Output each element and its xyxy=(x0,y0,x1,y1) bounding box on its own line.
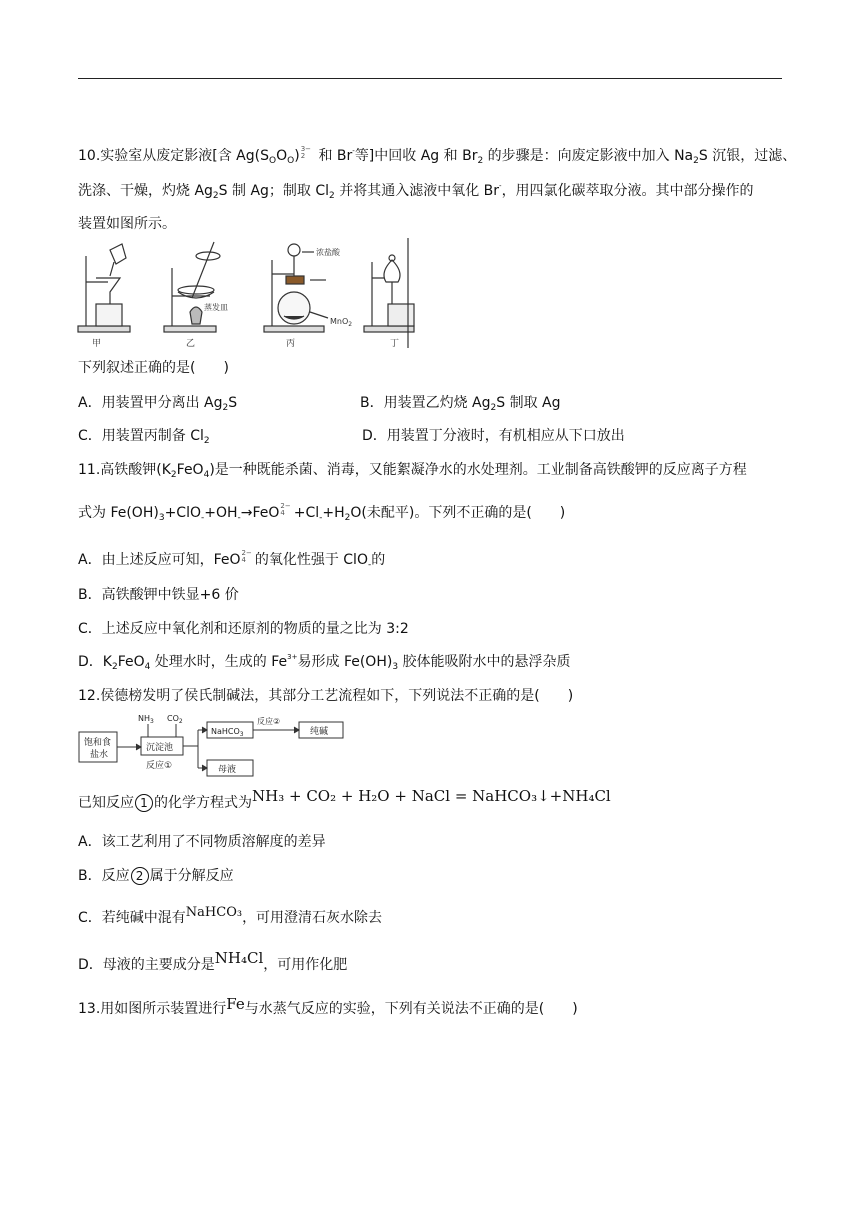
fig-label-ding: 丁 xyxy=(390,339,400,349)
q10-line-1: 10.实验室从废定影液[含 $Ag(S_OO_O)3-$ 2 和 Br-等]中回收 Ag 和 $Br_2$ 的步骤是：向废定影液中加入 $Na_2S$ 沉银，过滤、 xyxy=(78,145,797,166)
q10-frac: 3− 2 xyxy=(300,145,312,160)
q11-frac: 2− 4 xyxy=(280,502,291,517)
q10-option-a[interactable]: A．用装置甲分离出 $Ag_2S$ xyxy=(78,395,238,413)
q10-line-3: 装置如图所示。 xyxy=(78,216,176,232)
q10-option-c[interactable]: C．用装置丙制备 $Cl_2$ xyxy=(78,428,210,446)
q10-line-2: 洗涤、干燥，灼烧 $Ag_2S$ 制 Ag；制取 $Cl_2$ 并将其通入滤液中氧化 Br-，用四氯化碳萃取分液。其中部分操作的 xyxy=(78,182,754,201)
q12-option-b[interactable]: B．反应 2 属于分解反应 xyxy=(78,868,234,884)
svg-text:母液: 母液 xyxy=(218,765,237,775)
q10-option-d[interactable]: D．用装置丁分液时，有机相应从下口放出 xyxy=(362,428,625,444)
q10-stem: 下列叙述正确的是( ) xyxy=(78,360,229,376)
q10-option-b[interactable]: B．用装置乙灼烧 $Ag_2S$ 制取 Ag xyxy=(360,395,561,413)
fig-label-yi: 乙 xyxy=(186,339,196,349)
svg-text:沉淀池: 沉淀池 xyxy=(146,743,174,753)
apparatus-jia xyxy=(78,244,130,332)
svg-text:反应①: 反应① xyxy=(146,761,173,771)
q11-line-2: 式为 $Fe(OH)_3+ClO_-+OH_-\to FeO2-$ $4 +Cl_-+H_2O$(未配平)。下列不正确的是( ) xyxy=(78,502,566,523)
apparatus-ding xyxy=(364,238,414,348)
svg-text:反应②: 反应② xyxy=(257,717,281,726)
fig-label-bing: 丙 xyxy=(286,339,296,349)
q12-known-equation: 已知反应 1 的化学方程式为NH₃ + CO₂ + H₂O + NaCl = NaHCO₃↓+NH₄Cl xyxy=(78,787,611,811)
svg-text:纯碱: 纯碱 xyxy=(310,727,329,737)
q12-option-d[interactable]: D．母液的主要成分是NH₄Cl，可用作化肥 xyxy=(78,949,348,973)
svg-text:饱和食: 饱和食 xyxy=(84,738,112,748)
fig-label-conc-hcl: 浓盐酸 xyxy=(316,248,340,257)
fig-label-mno2: MnO$_2$ xyxy=(330,317,353,328)
q13-stem: 13.用如图所示装置进行Fe与水蒸气反应的实验，下列有关说法不正确的是( ) xyxy=(78,995,578,1017)
fig-label-jia: 甲 xyxy=(92,339,102,349)
svg-text:NH3: $NH_3$ xyxy=(138,714,154,725)
svg-text:NaHCO3: NaHCO$_3$ xyxy=(211,727,244,738)
fig-label-evaporating-dish: 蒸发皿 xyxy=(204,303,228,312)
q12-equation: NH₃ + CO₂ + H₂O + NaCl = NaHCO₃↓+NH₄Cl xyxy=(252,787,611,805)
q12-flow-diagram xyxy=(78,712,348,778)
q12-option-c[interactable]: C．若纯碱中混有NaHCO₃，可用澄清石灰水除去 xyxy=(78,905,383,926)
svg-text:盐水: 盐水 xyxy=(90,750,109,760)
q11-option-c[interactable]: C．上述反应中氧化剂和还原剂的物质的量之比为 3:2 xyxy=(78,621,409,637)
q11-option-d[interactable]: D．$K_2FeO_4$ 处理水时，生成的 $Fe^{3+}$易形成 $Fe(OH)_3$ 胶体能吸附水中的悬浮杂质 xyxy=(78,653,571,672)
q12-option-a[interactable]: A．该工艺利用了不同物质溶解度的差异 xyxy=(78,834,326,850)
q11-option-b[interactable]: B．高铁酸钾中铁显+6 价 xyxy=(78,587,239,603)
q10-apparatus-figure xyxy=(74,238,418,350)
apparatus-bing xyxy=(264,244,328,332)
svg-text:CO2: $CO_2$ xyxy=(167,714,183,725)
circled-1: 1 xyxy=(135,794,153,812)
apparatus-yi xyxy=(164,242,220,332)
circled-2: 2 xyxy=(131,867,149,885)
q11-option-a[interactable]: A．由上述反应可知，FeO2− 4 的氧化性强于 ClO$_-$的 xyxy=(78,549,386,570)
q11-line-1: 11.高铁酸钾$(K_2FeO_4)$是一种既能杀菌、消毒，又能絮凝净水的水处理剂。工业制备高铁酸钾的反应离子方程 xyxy=(78,462,747,480)
q12-stem: 12.侯德榜发明了侯氏制碱法，其部分工艺流程如下，下列说法不正确的是( ) xyxy=(78,688,574,704)
header-rule xyxy=(78,78,782,79)
